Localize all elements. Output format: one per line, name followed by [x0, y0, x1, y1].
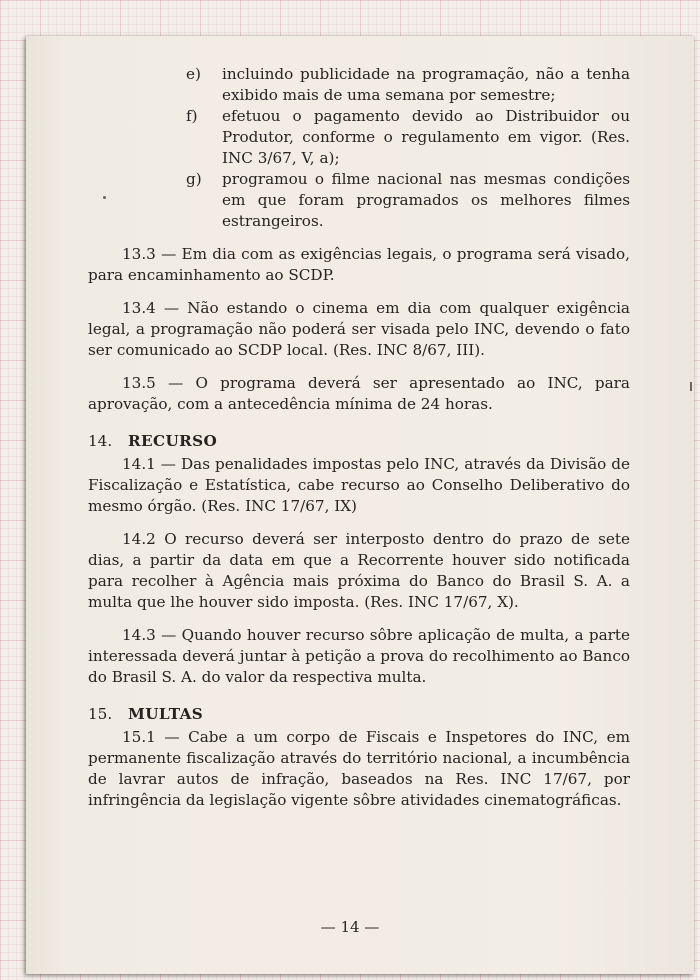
list-marker: e): [186, 65, 201, 83]
section-heading-15: [88, 704, 630, 725]
list-item-text: efetuou o pagamento devido ao Distribuidor ou Produtor, conforme o regulamento em vigor. (Res. INC 3/67, V, a);: [222, 107, 630, 167]
section-heading-14: [88, 431, 630, 452]
section-title: MULTAS: [128, 705, 204, 723]
paragraph-14-3: 14.3 — Quando houver recurso sôbre aplicação de multa, a parte interessada deverá juntar à petição a prova do recolhimento ao Banco do Brasil S. A. do valor da respectiva multa.: [88, 626, 630, 686]
paragraph-14-1: 14.1 — Das penalidades impostas pelo INC, através da Divisão de Fiscalização e Estatística, cabe recurso ao Conselho Deliberativo do mesmo órgão. (Res. INC 17/67, IX): [88, 455, 630, 515]
paragraph-14-2: 14.2 O recurso deverá ser interposto dentro do prazo de sete dias, a partir da data em que a Recorrente houver sido notificada para recolher à Agência mais próxima do Banco do Brasil S. A. a multa que lhe houver sido imposta. (Res. INC 17/67, X).: [88, 530, 630, 611]
section-number: 14.: [88, 432, 113, 450]
section-title: RECURSO: [128, 432, 218, 450]
list-item-e: [186, 64, 630, 106]
list-item-f: [186, 106, 630, 169]
section-number: 15.: [88, 705, 113, 723]
list-item-g: [186, 169, 630, 232]
paper-mark: [690, 382, 692, 391]
paragraph-13-5: 13.5 — O programa deverá ser apresentado ao INC, para aprovação, com a antecedência mínima de 24 horas.: [88, 374, 630, 413]
page-number: — 14 —: [320, 918, 380, 936]
list-marker: g): [186, 170, 202, 188]
list-marker: f): [186, 107, 198, 125]
page-text: [88, 64, 630, 811]
list-item-text: incluindo publicidade na programação, não a tenha exibido mais de uma semana por semestre;: [222, 65, 630, 104]
paragraph-13-3: 13.3 — Em dia com as exigências legais, o programa será visado, para encaminhamento ao SCDP.: [88, 245, 630, 284]
list-item-text: programou o filme nacional nas mesmas condições em que foram programados os melhores filmes estrangeiros.: [222, 170, 630, 230]
paragraph-15-1: 15.1 — Cabe a um corpo de Fiscais e Inspetores do INC, em permanente fiscalização através do território nacional, a incumbência de lavrar autos de infração, baseados na Res. INC 17/67, por infringência da legislação vigente sôbre atividades cinematográficas.: [88, 728, 630, 809]
paragraph-13-4: 13.4 — Não estando o cinema em dia com qualquer exigência legal, a programação não poderá ser visada pelo INC, devendo o fato ser comunicado ao SCDP local. (Res. INC 8/67, III).: [88, 299, 630, 359]
